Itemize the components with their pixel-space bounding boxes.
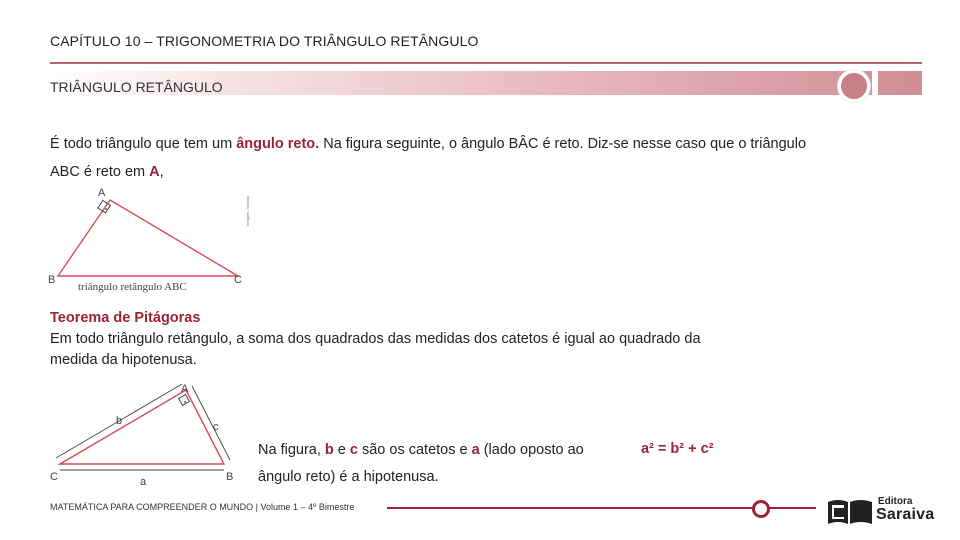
logo-editora-text: Editora — [878, 496, 913, 507]
footer-text: MATEMÁTICA PARA COMPREENDER O MUNDO | Volume 1 – 4º Bimestre — [50, 502, 355, 512]
vertex-c-label: C — [234, 274, 242, 286]
definition-line-2 — [50, 164, 164, 180]
caption-text-1: Na figura, — [258, 442, 325, 458]
section-circle-icon — [838, 70, 870, 102]
side-a-label: a — [140, 476, 147, 488]
side-c-label: c — [213, 421, 219, 433]
vertex-b2-label: B — [226, 471, 234, 483]
definition-text-2: Na figura seguinte, o ângulo BÂC é reto. Diz-se nesse caso que o triângulo — [319, 136, 807, 152]
vertex-b-label: B — [48, 274, 56, 286]
side-b-label: b — [116, 415, 123, 427]
definition-line-1 — [50, 136, 806, 152]
right-angle-dot-2 — [184, 401, 186, 403]
theorem-line-2: medida da hipotenusa. — [50, 352, 197, 368]
footer-line — [387, 507, 759, 509]
definition-line2-end: , — [159, 164, 164, 180]
definition-line2-highlight: A — [149, 164, 160, 180]
figure-caption-line-2: ângulo reto) é a hipotenusa. — [258, 469, 439, 485]
definition-highlight: ângulo reto. — [236, 136, 320, 152]
caption-b: b — [324, 442, 334, 458]
figure-caption-line-1 — [258, 442, 584, 458]
book-logo-icon — [826, 496, 874, 526]
pythagoras-formula: a² = b² + c² — [641, 441, 714, 457]
logo-saraiva-text: Saraiva — [876, 506, 935, 523]
vertex-a-label: A — [98, 187, 106, 199]
theorem-line-1: Em todo triângulo retângulo, a soma dos quadrados das medidas dos catetos é igual ao quadrado da — [50, 331, 701, 347]
definition-line2-text: ABC é reto em — [50, 164, 150, 180]
theorem-title: Teorema de Pitágoras — [50, 310, 201, 326]
caption-text-4: (lado oposto ao — [479, 442, 584, 458]
caption-text-3: são os catetos e — [357, 442, 472, 458]
figure1-caption: triângulo retângulo ABC — [78, 281, 187, 293]
vertex-c2-label: C — [50, 471, 58, 483]
right-triangle-figure — [44, 186, 264, 298]
footer-circle-icon — [752, 500, 770, 518]
caption-a: a — [471, 442, 480, 458]
right-angle-dot — [105, 208, 107, 210]
band-gap — [872, 71, 878, 95]
caption-c: c — [349, 442, 358, 458]
pythagoras-triangle-figure — [48, 380, 248, 490]
chapter-title: CAPÍTULO 10 – TRIGONOMETRIA DO TRIÂNGULO RETÂNGULO — [50, 33, 479, 49]
footer-line-end — [768, 507, 816, 509]
figure1-credit: Imagem: Saraiva — [245, 195, 250, 226]
section-title: TRIÂNGULO RETÂNGULO — [50, 79, 223, 95]
caption-text-2: e — [333, 442, 350, 458]
vertex-a2-label: A — [181, 383, 189, 395]
header-divider — [50, 62, 922, 64]
definition-text-1: É todo triângulo que tem um — [50, 136, 237, 152]
triangle-abc — [58, 200, 238, 276]
right-angle-marker-2 — [179, 395, 190, 406]
side-c-dimension — [192, 386, 230, 460]
